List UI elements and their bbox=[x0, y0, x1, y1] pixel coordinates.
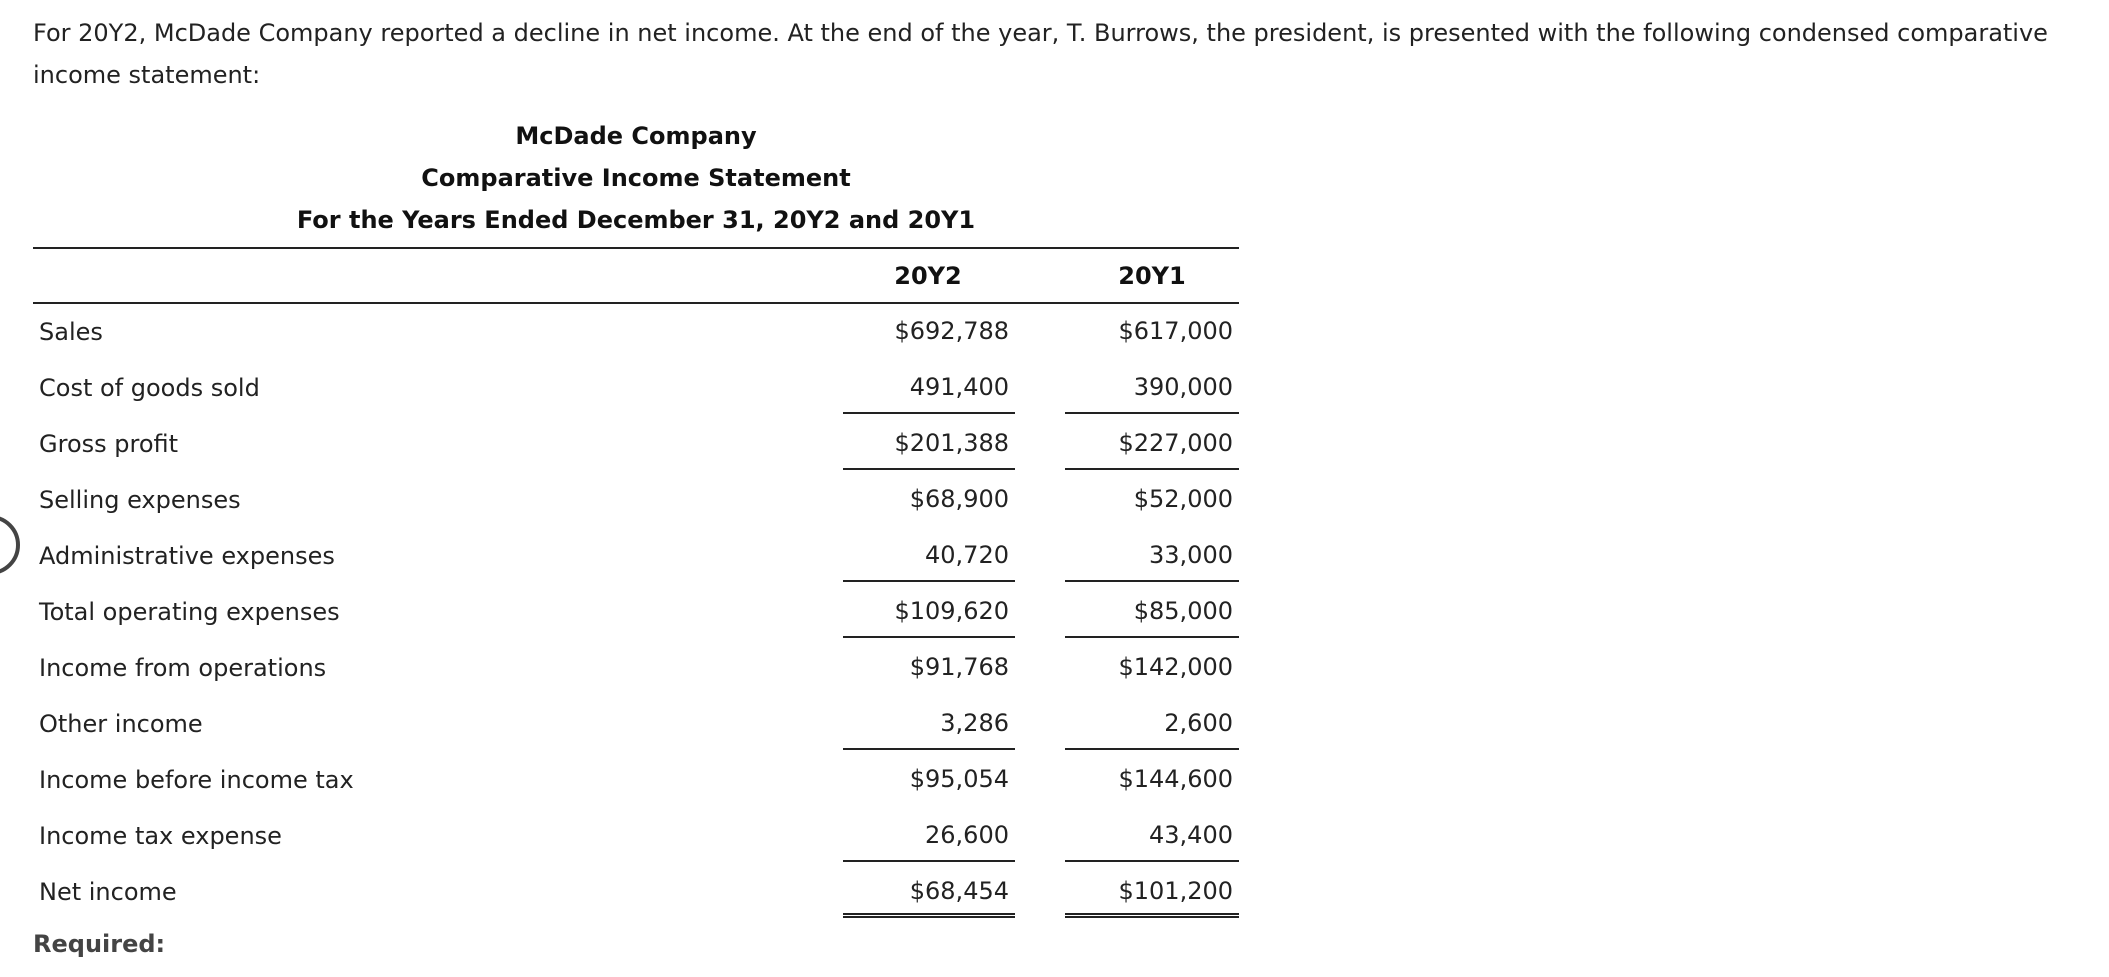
table-row bbox=[33, 360, 1239, 416]
table-row bbox=[33, 864, 1239, 920]
statement-title: Comparative Income Statement bbox=[421, 164, 851, 192]
value-20y2: $109,620 bbox=[843, 584, 1015, 638]
value-20y1: $144,600 bbox=[1118, 765, 1233, 793]
row-label: Sales bbox=[39, 318, 103, 346]
value-20y1: $101,200 bbox=[1065, 864, 1239, 918]
value-20y1: 43,400 bbox=[1065, 808, 1239, 862]
required-heading: Required: bbox=[33, 930, 166, 958]
value-20y1: $142,000 bbox=[1118, 653, 1233, 681]
table-row bbox=[33, 808, 1239, 864]
value-20y1: 33,000 bbox=[1065, 528, 1239, 582]
row-label: Cost of goods sold bbox=[39, 374, 260, 402]
row-label: Income from operations bbox=[39, 654, 327, 682]
table-top-rule bbox=[33, 247, 1239, 249]
value-20y2: 3,286 bbox=[843, 696, 1015, 750]
row-label: Selling expenses bbox=[39, 486, 241, 514]
value-20y1: 2,600 bbox=[1065, 696, 1239, 750]
row-label: Total operating expenses bbox=[39, 598, 340, 626]
value-20y2: 40,720 bbox=[843, 528, 1015, 582]
row-label: Net income bbox=[39, 878, 177, 906]
value-20y1: $85,000 bbox=[1065, 584, 1239, 638]
column-header-20y2: 20Y2 bbox=[894, 262, 962, 290]
table-row bbox=[33, 584, 1239, 640]
value-20y2: $95,054 bbox=[909, 765, 1009, 793]
table-row bbox=[33, 416, 1239, 472]
value-20y2: 26,600 bbox=[843, 808, 1015, 862]
row-label: Other income bbox=[39, 710, 203, 738]
value-20y1: 390,000 bbox=[1065, 360, 1239, 414]
table-row bbox=[33, 304, 1239, 360]
value-20y2: 491,400 bbox=[843, 360, 1015, 414]
value-20y2: $68,454 bbox=[843, 864, 1015, 918]
value-20y1: $617,000 bbox=[1118, 317, 1233, 345]
value-20y1: $227,000 bbox=[1065, 416, 1239, 470]
side-circle-button-icon[interactable] bbox=[0, 515, 20, 575]
table-row bbox=[33, 472, 1239, 528]
row-label: Income tax expense bbox=[39, 822, 282, 850]
value-20y2: $201,388 bbox=[843, 416, 1015, 470]
statement-period: For the Years Ended December 31, 20Y2 and 20Y1 bbox=[296, 206, 976, 234]
value-20y2: $692,788 bbox=[894, 317, 1009, 345]
row-label: Income before income tax bbox=[39, 766, 354, 794]
statement-header bbox=[33, 115, 1239, 241]
company-name: McDade Company bbox=[515, 122, 757, 150]
problem-intro-text: For 20Y2, McDade Company reported a decline in net income. At the end of the year, T. Burrows, the president, is presented with the following condensed comparative income statement: bbox=[33, 19, 2048, 89]
value-20y2: $68,900 bbox=[909, 485, 1009, 513]
value-20y2: $91,768 bbox=[909, 653, 1009, 681]
table-row bbox=[33, 640, 1239, 696]
table-row bbox=[33, 696, 1239, 752]
row-label: Administrative expenses bbox=[39, 542, 335, 570]
column-header-row bbox=[33, 250, 1239, 304]
table-row bbox=[33, 752, 1239, 808]
value-20y1: $52,000 bbox=[1133, 485, 1233, 513]
table-row bbox=[33, 528, 1239, 584]
row-label: Gross profit bbox=[39, 430, 179, 458]
column-header-20y1: 20Y1 bbox=[1118, 262, 1186, 290]
